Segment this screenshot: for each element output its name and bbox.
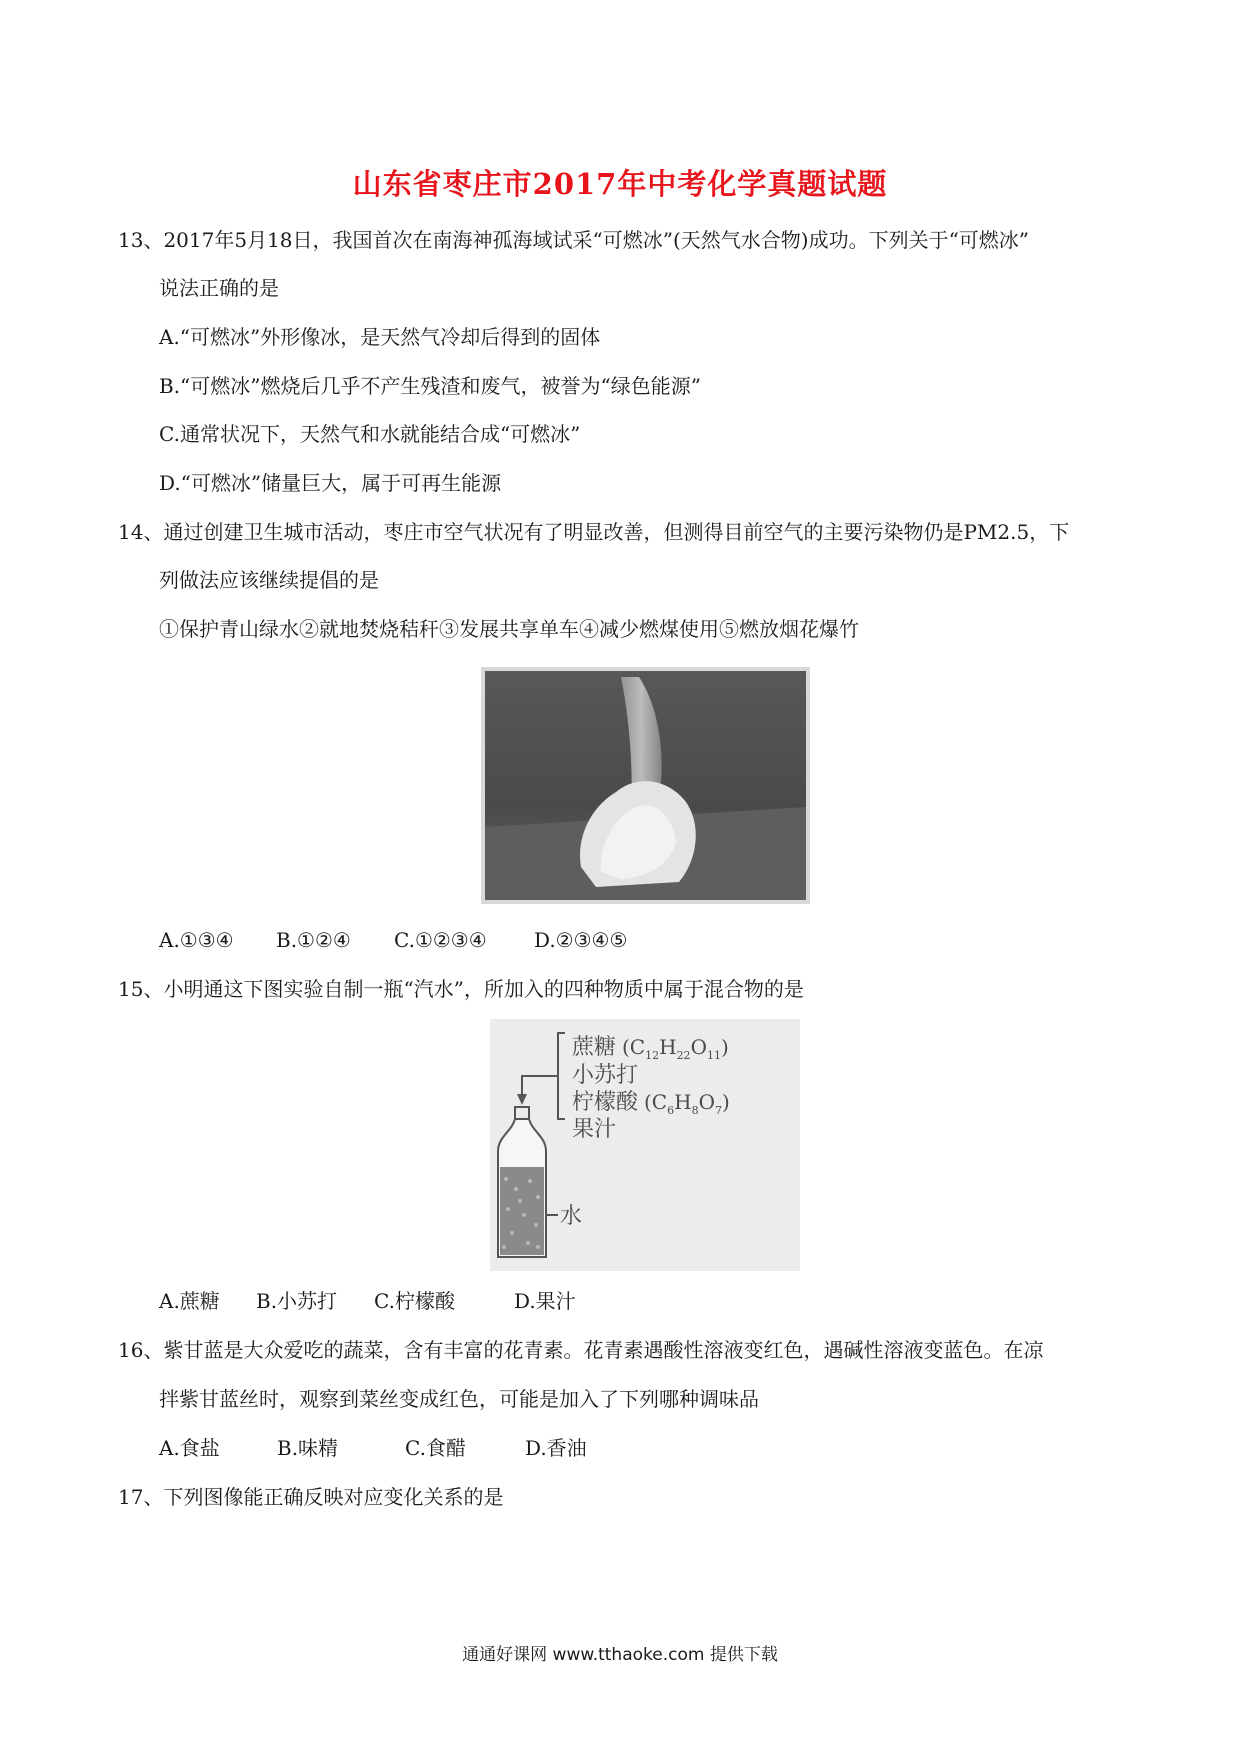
q17-stem-line1: 17、下列图像能正确反映对应变化关系的是	[118, 1485, 504, 1509]
q15-option-a: A.蔗糖	[159, 1289, 220, 1313]
page-footer: 通通好课网 www.tthaoke.com 提供下载	[462, 1645, 778, 1665]
q13-option-c: C.通常状况下，天然气和水就能结合成“可燃冰”	[159, 422, 581, 446]
q16-option-a: A.食盐	[159, 1436, 220, 1460]
q13-option-d: D.“可燃冰”储量巨大，属于可再生能源	[159, 471, 502, 495]
q16-option-d: D.香油	[525, 1436, 587, 1460]
citric-formula: $(C_6H_8O_7)$	[644, 1090, 730, 1117]
sucrose-formula: $(C_{12}H_{22}O_{11})$	[622, 1035, 729, 1062]
q13-stem-line1: 13、2017年5月18日，我国首次在南海神孤海域试采“可燃冰”(天然气水合物)成功。下列关于“可燃冰”	[118, 228, 1030, 252]
soda-bottle-diagram	[490, 1019, 800, 1271]
q16-option-c: C.食醋	[405, 1436, 466, 1460]
q15-options	[159, 1289, 576, 1313]
page-title: 山东省枣庄市2017年中考化学真题试题	[352, 167, 888, 201]
q15-option-d: D.果汁	[514, 1289, 576, 1313]
q13-option-b: B.“可燃冰”燃烧后几乎不产生残渣和废气，被誉为“绿色能源”	[159, 374, 701, 398]
q14-options	[159, 928, 627, 952]
ingredient-baking-soda: 小苏打	[572, 1063, 639, 1088]
q16-option-b: B.味精	[277, 1436, 339, 1460]
q15-stem-line1: 15、小明通这下图实验自制一瓶“汽水”，所加入的四种物质中属于混合物的是	[118, 977, 804, 1001]
q14-items: ①保护青山绿水②就地焚烧秸秆③发展共享单车④减少燃煤使用⑤燃放烟花爆竹	[159, 617, 859, 641]
q16-stem-line1: 16、紫甘蓝是大众爱吃的蔬菜，含有丰富的花青素。花青素遇酸性溶液变红色，遇碱性溶液变蓝色。在凉	[118, 1338, 1044, 1362]
q15-option-b: B.小苏打	[256, 1289, 338, 1313]
q14-stem-line1: 14、通过创建卫生城市活动，枣庄市空气状况有了明显改善，但测得目前空气的主要污染物仍是PM2.5，下	[118, 520, 1070, 544]
burning-combustible-ice-photo	[481, 667, 810, 904]
ingredient-juice: 果汁	[572, 1117, 617, 1142]
q16-stem-line2: 拌紫甘蓝丝时，观察到菜丝变成红色，可能是加入了下列哪种调味品	[159, 1387, 759, 1411]
q14-option-b: B.①②④	[276, 928, 351, 952]
q13-option-a: A.“可燃冰”外形像冰，是天然气冷却后得到的固体	[159, 325, 601, 349]
ingredient-sucrose: 蔗糖	[572, 1035, 617, 1060]
ingredient-citric-acid: 柠檬酸	[572, 1090, 639, 1115]
label-water: 水	[560, 1204, 583, 1229]
q14-option-a: A.①③④	[159, 928, 234, 952]
q14-stem-line2: 列做法应该继续提倡的是	[159, 568, 379, 592]
q13-stem-line2: 说法正确的是	[159, 276, 279, 300]
q16-options	[159, 1436, 587, 1460]
q14-option-d: D.②③④⑤	[534, 928, 628, 952]
q15-option-c: C.柠檬酸	[374, 1289, 455, 1313]
q14-option-c: C.①②③④	[394, 928, 487, 952]
